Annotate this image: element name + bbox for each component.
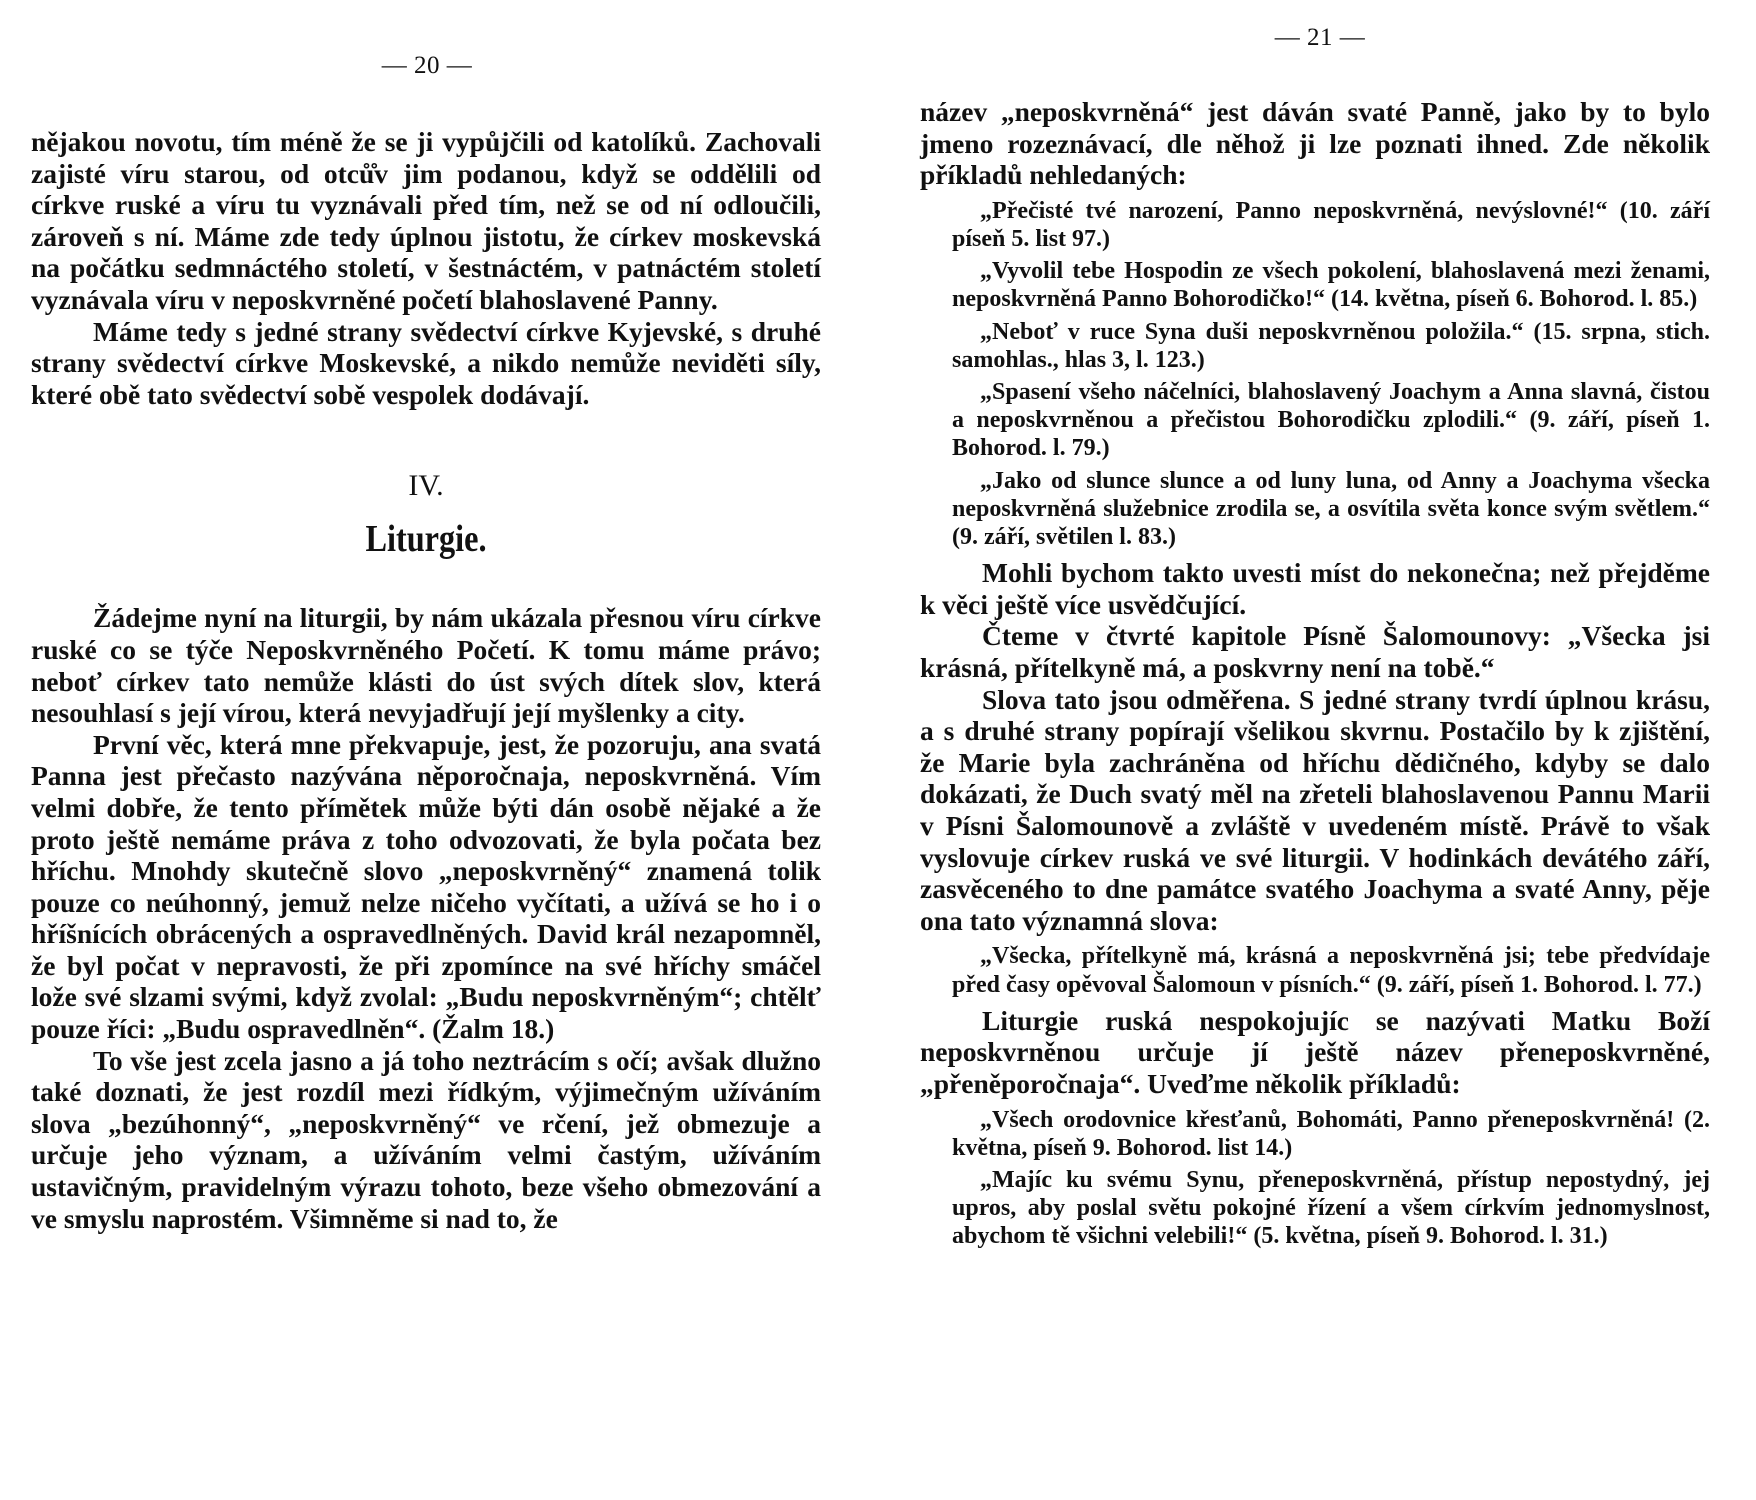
paragraph: To vše jest zcela jasno a já toho neztrácím s očí; avšak dlužno také doznati, že jest rozdíl mezi řídkým, výjimečným užíváním slova „bezúhonný“, „neposkvrněný“ ve rčení, jež obmezuje a určuje jeho význam, a užíváním velmi častým, užíváním ustavičným, pravidelným výrazu tohoto, beze všeho obmezování a ve smyslu naprostém. Všimněme si nad to, že [31, 1044, 821, 1234]
quotation: „Vyvolil tebe Hospodin ze všech pokolení, blahoslavená mezi ženami, neposkvrněná Panno Bohorodičko!“ (14. května, píseň 6. Bohorod. l. 85.) [952, 258, 1710, 313]
quotation: „Majíc ku svému Synu, přeneposkvrněná, přístup nepostydný, jej upros, aby poslal světu pokojné řízení a všem církvím jednomyslnost, abychom tě všichni velebili!“ (5. května, píseň 9. Bohorod. l. 31.) [952, 1166, 1710, 1250]
quotation: „Neboť v ruce Syna duši neposkvrněnou položila.“ (15. srpna, stich. samohlas., hlas 3, l. 123.) [952, 318, 1710, 373]
page-number: — 20 — [381, 52, 473, 79]
quotation-block [920, 197, 1710, 551]
paragraph: název „neposkvrněná“ jest dáván svaté Panně, jako by to bylo jmeno rozeznávací, dle něhož ji lze poznati ihned. Zde několik příkladů nehledaných: [920, 96, 1710, 191]
quotation-block [920, 1106, 1710, 1251]
quotation: „Spasení všeho náčelníci, blahoslavený Joachym a Anna slavná, čistou a neposkvrněnou a přečistou Bohorodičku zplodili.“ (9. září, píseň 1. Bohorod. l. 79.) [952, 379, 1710, 462]
quotation-block [920, 942, 1710, 998]
section-title: Liturgie. [365, 518, 487, 561]
page-number: — 21 — [1274, 24, 1366, 51]
section-number: IV. [408, 469, 444, 503]
paragraph: Máme tedy s jedné strany svědectví církve Kyjevské, s druhé strany svědectví církve Moskevské, a nikdo nemůže neviděti síly, které obě tato svědectví sobě vespolek dodávají. [31, 315, 821, 410]
quotation: „Všech orodovnice křesťanů, Bohomáti, Panno přeneposkvrněná! (2. května, píseň 9. Bohorod. list 14.) [952, 1106, 1710, 1161]
page-body [920, 96, 1710, 1251]
quotation: „Všecka, přítelkyně má, krásná a neposkvrněná jsi; tebe předvídaje před časy opěvoval Šalomoun v písních.“ (9. září, píseň 1. Bohorod. l. 77.) [952, 943, 1710, 998]
paragraph: První věc, která mne překvapuje, jest, že pozoruju, ana svatá Panna jest přečasto nazývána něporočnaja, neposkvrněná. Vím velmi dobře, že tento přímětek může býti dán osobě nějaké a že proto ještě nemáme práva z toho odvozovati, že byla počata bez hříchu. Mnohdy skutečně slovo „neposkvrněný“ znamená tolik pouze co neúhonný, jemuž nelze ničeho vyčítati, a užívá se ho i o hříšnících obrácených a ospravedlněných. David král nezapomněl, že byl počat v nepravosti, že při zpomínce na své hříchy smáčel lože své slzami svými, když zvolal: „Budu neposkvrněným“; chtělť pouze říci: „Budu ospravedlněn“. (Žalm 18.) [31, 728, 821, 1045]
quotation: „Přečisté tvé narození, Panno neposkvrněná, nevýslovné!“ (10. září píseň 5. list 97.) [952, 197, 1710, 252]
quotation: „Jako od slunce slunce a od luny luna, od Anny a Joachyma všecka neposkvrněná služebnice zrodila se, a osvítila světa konce svým světlem.“ (9. září, světilen l. 83.) [952, 467, 1710, 551]
paragraph: Mohli bychom takto uvesti míst do nekonečna; než přejděme k věci ještě více usvědčující. [920, 557, 1710, 620]
paragraph: Liturgie ruská nespokojujíc se nazývati Matku Boží neposkvrněnou určuje jí ještě název přeneposkvrněné, „přeněporočnaja“. Uveďme několik příkladů: [920, 1004, 1710, 1099]
paragraph: Čteme v čtvrté kapitole Písně Šalomounovy: „Všecka jsi krásná, přítelkyně má, a poskvrny není na tobě.“ [920, 620, 1710, 683]
page-body [31, 126, 821, 1234]
left-page [31, 0, 821, 1234]
right-page [920, 0, 1710, 1257]
paragraph: Slova tato jsou odměřena. S jedné strany tvrdí úplnou krásu, a s druhé strany popírají všelikou skvrnu. Postačilo by k zjištění, že Marie byla zachráněna od hříchu dědičného, kdyby se dalo dokázati, že Duch svatý měl na zřeteli blahoslavenou Pannu Marii v Písni Šalomounově a zvláště v uvedeném místě. Právě to však vyslovuje církev ruská ve své liturgii. V hodinkách devátého září, zasvěceného to dne památce svatého Joachyma a svaté Anny, pěje ona tato významná slova: [920, 683, 1710, 936]
paragraph: Žádejme nyní na liturgii, by nám ukázala přesnou víru církve ruské co se týče Neposkvrněného Početí. K tomu máme právo; neboť církev tato nemůže klásti do úst svých dítek slov, která nesouhlasí s její vírou, která nevyjadřují její myšlenky a city. [31, 602, 821, 729]
paragraph: nějakou novotu, tím méně že se ji vypůjčili od katolíků. Zachovali zajisté víru starou, od otců̊v jim podanou, když se oddělili od církve ruské a víru tu vyznávali před tím, než se od ní odloučili, zároveň s ní. Máme zde tedy úplnou jistotu, že církev moskevská na počátku sedmnáctého století, v šestnáctém, v patnáctém století vyznávala víru v neposkvrněné početí blahoslavené Panny. [31, 126, 821, 315]
section-body [31, 602, 821, 1234]
